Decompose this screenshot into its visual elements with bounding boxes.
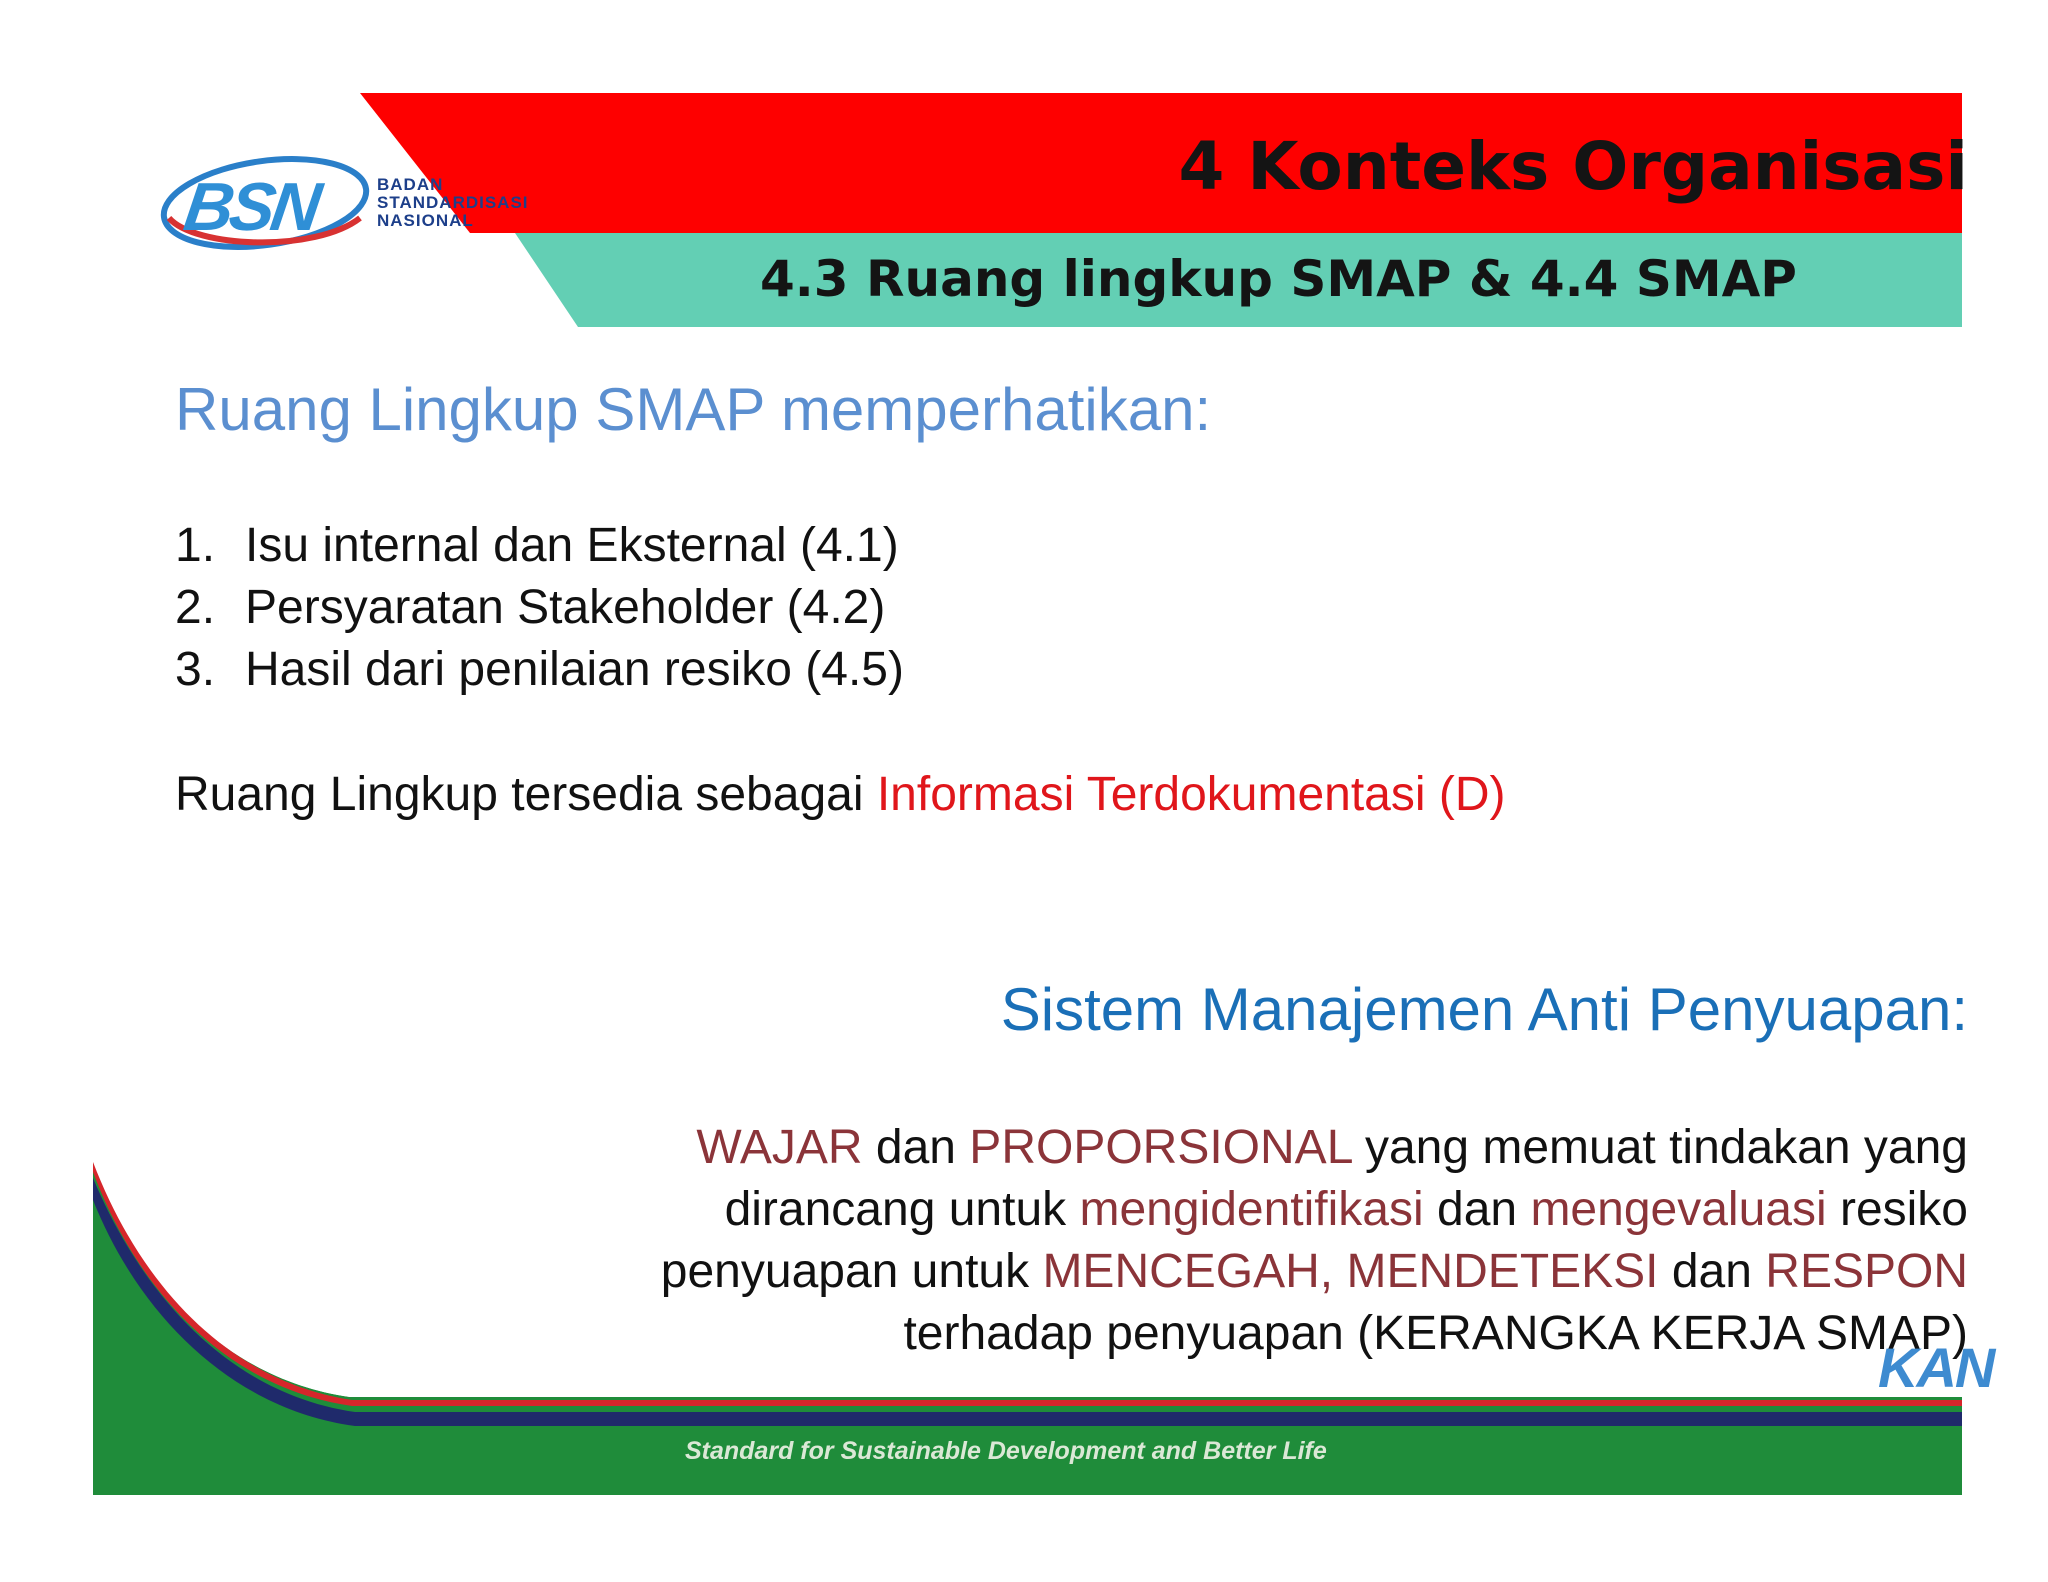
text-segment: resiko penyuapan untuk	[660, 1183, 1968, 1298]
smap-heading: Sistem Manajemen Anti Penyuapan:	[1000, 976, 1968, 1043]
smap-description	[568, 1117, 1968, 1365]
list-item-number: 2.	[175, 581, 216, 634]
list-item-text: Persyaratan Stakeholder (4.2)	[245, 581, 886, 634]
scope-heading: Ruang Lingkup SMAP memperhatikan:	[175, 376, 1212, 443]
scope-availability	[175, 767, 1506, 822]
scope-list	[175, 515, 904, 701]
list-item	[175, 639, 904, 701]
text-segment: yang memuat tindakan yang dirancang untuk	[724, 1121, 1968, 1236]
availability-prefix: Ruang Lingkup tersedia sebagai	[175, 768, 877, 821]
keyword-proporsional: PROPORSIONAL	[969, 1121, 1352, 1174]
list-item-text: Isu internal dan Eksternal (4.1)	[245, 519, 899, 572]
bsn-logo-org-name: BADAN STANDARDISASI NASIONAL	[377, 175, 529, 230]
footer-tagline: Standard for Sustainable Development and Better Life	[685, 1437, 1327, 1465]
keyword-mengidentifikasi: mengidentifikasi	[1079, 1183, 1424, 1236]
list-item	[175, 515, 904, 577]
keyword-wajar: WAJAR	[696, 1121, 863, 1174]
text-segment: dan	[862, 1121, 970, 1174]
text-segment: dan	[1658, 1245, 1766, 1298]
keyword-respon: RESPON	[1765, 1245, 1968, 1298]
keyword-mengevaluasi: mengevaluasi	[1530, 1183, 1827, 1236]
bsn-logo	[155, 148, 529, 258]
text-segment: dan	[1423, 1183, 1531, 1236]
slide-subtitle: 4.3 Ruang lingkup SMAP & 4.4 SMAP	[760, 250, 1797, 308]
slide-title: 4 Konteks Organisasi	[1178, 128, 1968, 205]
list-item	[175, 577, 904, 639]
list-item-text: Hasil dari penilaian resiko (4.5)	[245, 643, 904, 696]
kan-logo: KAN	[1878, 1336, 1994, 1399]
list-item-number: 3.	[175, 643, 216, 696]
keyword-mencegah-mendeteksi: MENCEGAH, MENDETEKSI	[1042, 1245, 1659, 1298]
list-item-number: 1.	[175, 519, 216, 572]
availability-highlight: Informasi Terdokumentasi (D)	[876, 768, 1506, 821]
text-segment: terhadap penyuapan (KERANGKA KERJA SMAP)	[903, 1307, 1968, 1360]
bsn-logo-mark: BSN	[179, 169, 322, 245]
